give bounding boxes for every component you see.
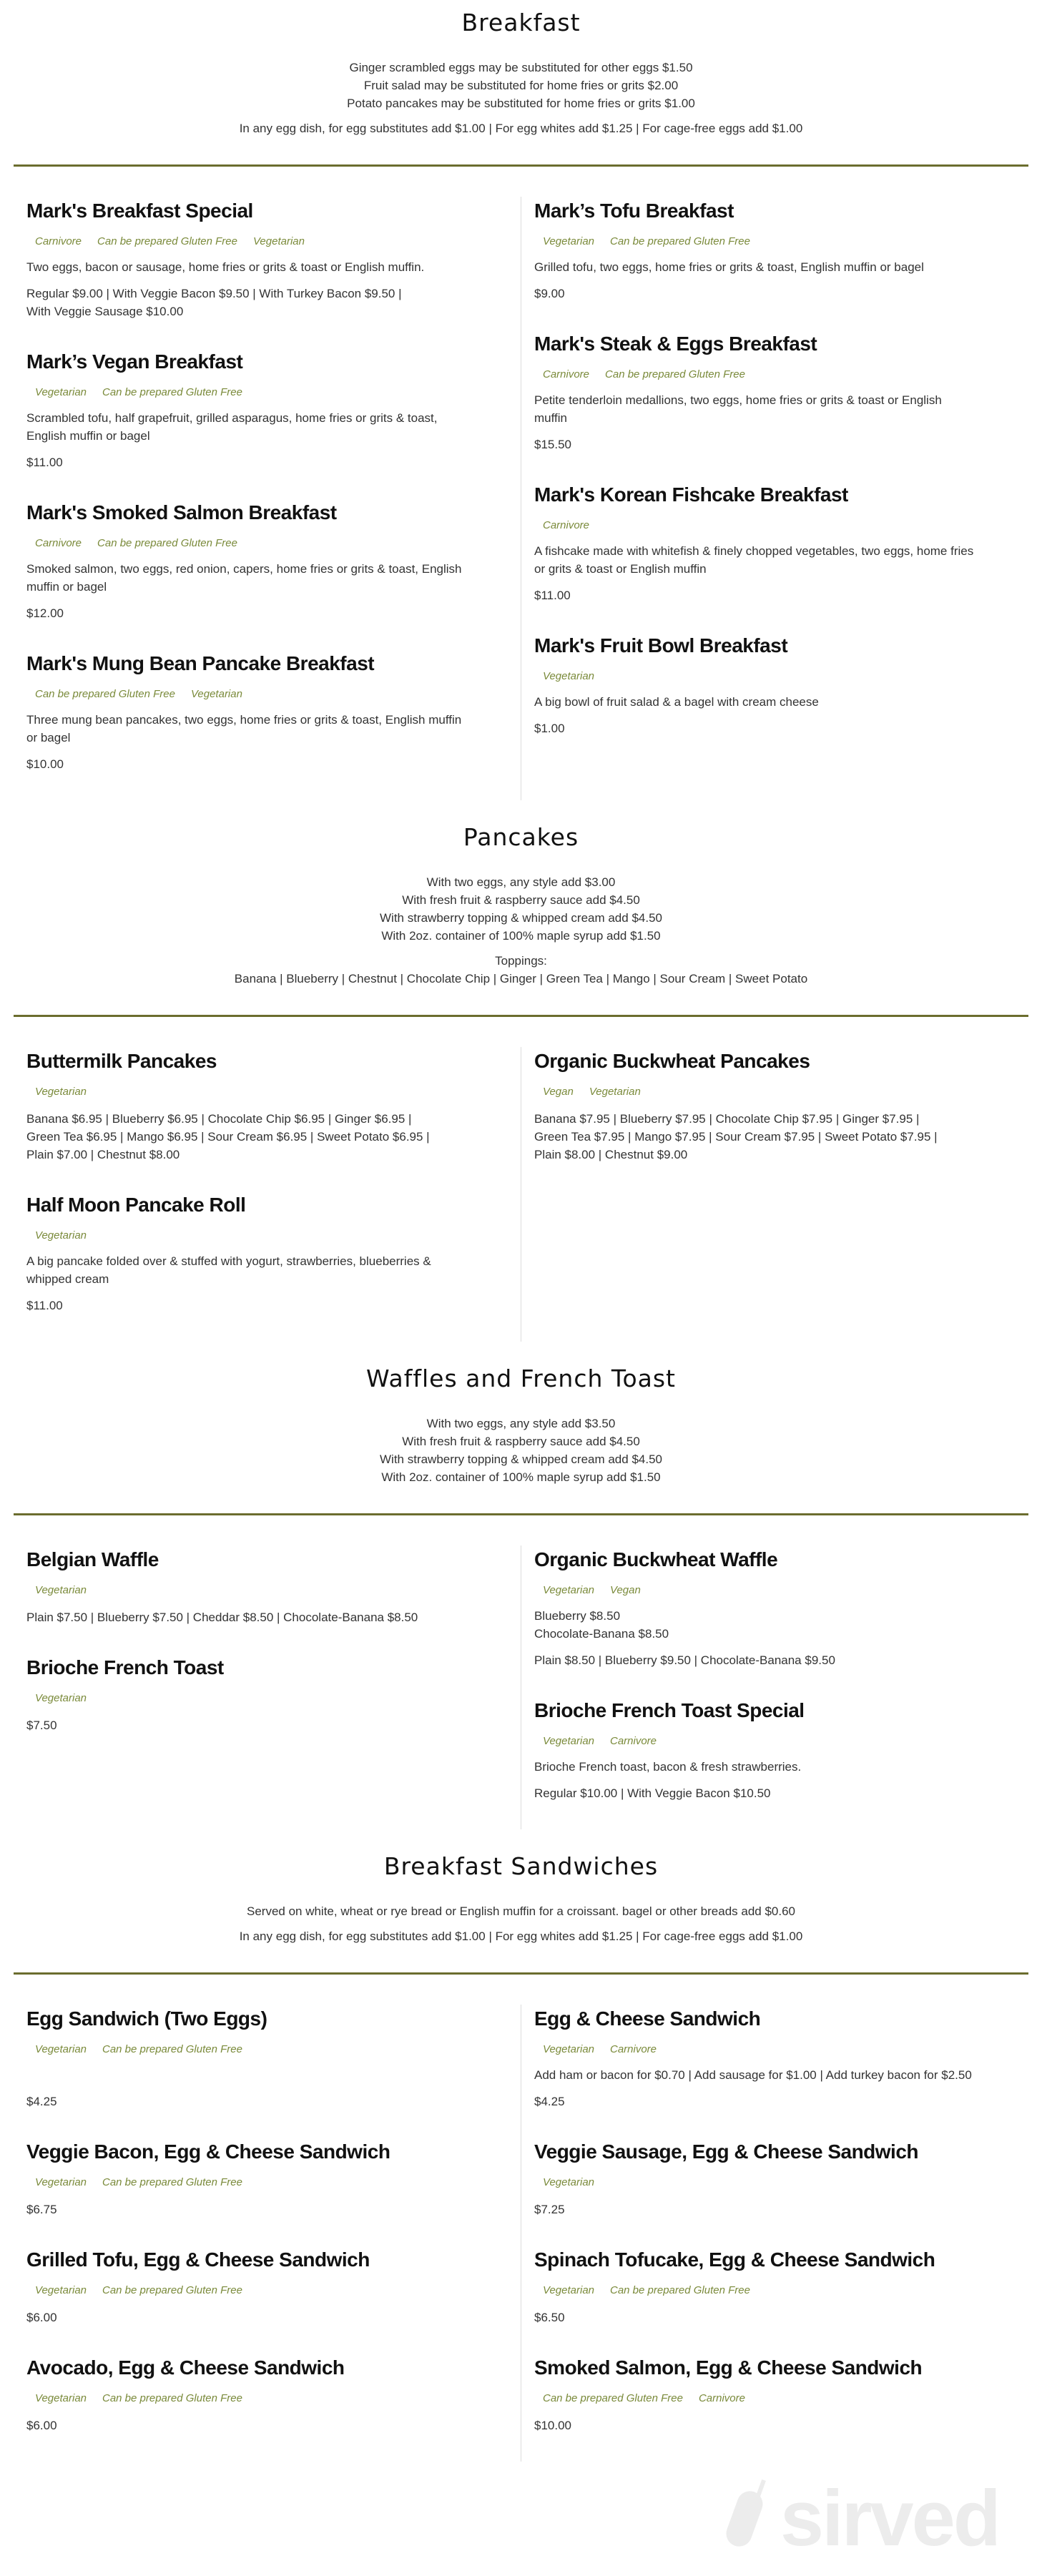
item-description xyxy=(534,1758,1016,1776)
menu-columns xyxy=(14,1515,1028,1844)
note-spacer xyxy=(0,945,1042,952)
item-title: Grilled Tofu, Egg & Cheese Sandwich xyxy=(26,2248,370,2271)
item-price xyxy=(26,755,508,773)
price-line: Banana $6.95 | Blueberry $6.95 | Chocolate Chip $6.95 | Ginger $6.95 | xyxy=(26,1112,412,1126)
menu-item xyxy=(534,481,1016,604)
price-line: Plain $7.00 | Chestnut $8.00 xyxy=(26,1148,180,1161)
dietary-tag: Can be prepared Gluten Free xyxy=(102,2392,242,2404)
dietary-tag: Can be prepared Gluten Free xyxy=(97,537,237,549)
item-title: Mark's Steak & Eggs Breakfast xyxy=(534,333,817,355)
dietary-tag: Carnivore xyxy=(698,2392,745,2404)
dietary-tags xyxy=(26,2040,508,2059)
item-title: Avocado, Egg & Cheese Sandwich xyxy=(26,2356,345,2379)
menu-item xyxy=(534,197,1016,303)
price-line: With Veggie Sausage $10.00 xyxy=(26,305,184,318)
menu-item xyxy=(534,631,1016,737)
item-title: Brioche French Toast Special xyxy=(534,1699,805,1721)
menu-item xyxy=(534,1047,1016,1164)
menu-column-left xyxy=(14,1545,521,1829)
price-line: $11.00 xyxy=(534,589,571,602)
section-title: Breakfast xyxy=(461,9,581,36)
item-price xyxy=(26,453,508,471)
menu-column-left xyxy=(14,2005,521,2462)
dietary-tag: Vegetarian xyxy=(35,2043,87,2055)
price-line: $4.25 xyxy=(534,2095,565,2108)
price-line: $7.50 xyxy=(26,1719,57,1732)
item-title: Mark's Korean Fishcake Breakfast xyxy=(534,483,848,506)
dietary-tag: Vegetarian xyxy=(252,235,305,247)
dietary-tag: Vegetarian xyxy=(35,1584,87,1596)
item-description xyxy=(26,1252,508,1288)
dietary-tags xyxy=(26,1689,508,1708)
dietary-tag: Vegetarian xyxy=(35,1229,87,1242)
dietary-tag: Can be prepared Gluten Free xyxy=(610,2284,750,2296)
menu-item xyxy=(534,2138,1016,2218)
item-title: Egg & Cheese Sandwich xyxy=(534,2007,761,2030)
section-note: With 2oz. container of 100% maple syrup add $1.50 xyxy=(381,1470,661,1484)
dietary-tag: Vegetarian xyxy=(35,1086,87,1098)
item-title: Brioche French Toast xyxy=(26,1656,224,1678)
menu-column-right xyxy=(521,1545,1028,1829)
item-title: Mark's Smoked Salmon Breakfast xyxy=(26,501,337,523)
item-price xyxy=(534,719,1016,737)
description-line: A big pancake folded over & stuffed with yogurt, strawberries, blueberries & xyxy=(26,1254,431,1268)
section-note: In any egg dish, for egg substitutes add $1.00 | For egg whites add $1.25 | For cage-free eggs add $1.00 xyxy=(239,1929,803,1943)
dietary-tag: Carnivore xyxy=(543,519,590,531)
menu-item xyxy=(534,1545,1016,1669)
menu-item xyxy=(26,1191,508,1314)
price-line: Plain $8.50 | Blueberry $9.50 | Chocolate-Banana $9.50 xyxy=(534,1653,835,1667)
price-line: $6.50 xyxy=(534,2311,565,2324)
description-line: A big bowl of fruit salad & a bagel with cream cheese xyxy=(534,695,819,709)
item-title: Belgian Waffle xyxy=(26,1548,159,1570)
dietary-tag: Vegetarian xyxy=(35,2392,87,2404)
description-line: muffin xyxy=(534,411,567,425)
menu-column-left xyxy=(14,1047,521,1342)
menu-item xyxy=(26,498,508,622)
item-title: Spinach Tofucake, Egg & Cheese Sandwich xyxy=(534,2248,935,2271)
item-price xyxy=(26,2417,508,2434)
price-line: Regular $10.00 | With Veggie Bacon $10.50 xyxy=(534,1786,771,1800)
dietary-tag: Vegetarian xyxy=(543,235,594,247)
dietary-tag: Carnivore xyxy=(610,1735,657,1747)
note-spacer xyxy=(0,112,1042,119)
description-line: whipped cream xyxy=(26,1272,109,1286)
item-title: Organic Buckwheat Waffle xyxy=(534,1548,778,1570)
item-description xyxy=(534,258,1016,276)
description-line: or grits & toast or English muffin xyxy=(534,562,707,576)
section-note: Banana | Blueberry | Chestnut | Chocolate Chip | Ginger | Green Tea | Mango | Sour Cream | Sweet Potato xyxy=(234,972,808,985)
item-price xyxy=(534,1651,1016,1669)
menu-item xyxy=(26,197,508,320)
section-note: With 2oz. container of 100% maple syrup add $1.50 xyxy=(381,929,661,943)
item-price xyxy=(26,604,508,622)
description-line: Three mung bean pancakes, two eggs, home fries or grits & toast, English muffin xyxy=(26,713,462,727)
menu-item xyxy=(26,348,508,471)
item-price xyxy=(26,2309,508,2326)
price-line: Plain $7.50 | Blueberry $7.50 | Cheddar $8.50 | Chocolate-Banana $8.50 xyxy=(26,1611,418,1624)
price-line: $1.00 xyxy=(534,722,565,735)
menu-item xyxy=(534,1696,1016,1802)
section-note: Ginger scrambled eggs may be substituted for other eggs $1.50 xyxy=(349,61,693,74)
item-title: Mark's Mung Bean Pancake Breakfast xyxy=(26,652,375,674)
item-price xyxy=(534,436,1016,453)
price-line: $6.75 xyxy=(26,2203,57,2216)
item-description xyxy=(26,2066,508,2084)
dietary-tags xyxy=(534,1581,1016,1600)
menu-section xyxy=(0,815,1042,1356)
item-price xyxy=(534,586,1016,604)
description-line: Chocolate-Banana $8.50 xyxy=(534,1627,669,1641)
dietary-tags xyxy=(26,2389,508,2408)
section-title: Pancakes xyxy=(463,823,579,851)
dietary-tag: Can be prepared Gluten Free xyxy=(35,688,175,700)
dietary-tag: Vegan xyxy=(543,1086,574,1098)
dietary-tag: Carnivore xyxy=(35,537,82,549)
menu-columns xyxy=(14,1975,1028,2476)
dietary-tags xyxy=(534,2040,1016,2059)
section-note: Fruit salad may be substituted for home fries or grits $2.00 xyxy=(363,79,679,92)
item-description xyxy=(26,409,508,445)
section-note: With strawberry topping & whipped cream add $4.50 xyxy=(380,911,662,925)
section-note: With fresh fruit & raspberry sauce add $4.50 xyxy=(402,893,640,907)
menu-section xyxy=(0,1844,1042,2476)
section-title: Breakfast Sandwiches xyxy=(383,1852,659,1880)
dietary-tag: Vegetarian xyxy=(543,1584,594,1596)
dietary-tag: Can be prepared Gluten Free xyxy=(97,235,237,247)
item-title: Mark’s Tofu Breakfast xyxy=(534,200,734,222)
item-price xyxy=(26,2201,508,2218)
section-title: Waffles and French Toast xyxy=(366,1365,676,1392)
price-line: $10.00 xyxy=(26,757,64,771)
price-line: Regular $9.00 | With Veggie Bacon $9.50 | With Turkey Bacon $9.50 | xyxy=(26,287,402,300)
dietary-tags xyxy=(534,365,1016,384)
item-description xyxy=(534,2066,1016,2084)
description-line: Grilled tofu, two eggs, home fries or grits & toast, English muffin or bagel xyxy=(534,260,924,274)
price-line: Banana $7.95 | Blueberry $7.95 | Chocolate Chip $7.95 | Ginger $7.95 | xyxy=(534,1112,920,1126)
menu-section xyxy=(0,0,1042,815)
dietary-tag: Vegetarian xyxy=(190,688,242,700)
menu-section xyxy=(0,1356,1042,1844)
fork-spoon-logo-icon xyxy=(723,2476,766,2562)
dietary-tag: Vegetarian xyxy=(543,2284,594,2296)
sirved-watermark: sirved xyxy=(780,2474,999,2562)
dietary-tags xyxy=(26,685,508,704)
item-price xyxy=(26,1110,508,1164)
dietary-tags xyxy=(26,1083,508,1101)
menu-item xyxy=(26,2246,508,2326)
dietary-tags xyxy=(26,534,508,553)
item-description xyxy=(26,560,508,596)
item-title: Buttermilk Pancakes xyxy=(26,1050,217,1072)
item-price xyxy=(26,285,508,320)
note-spacer xyxy=(0,1920,1042,1927)
dietary-tags xyxy=(534,1732,1016,1751)
price-line: Green Tea $7.95 | Mango $7.95 | Sour Cream $7.95 | Sweet Potato $7.95 | xyxy=(534,1130,938,1144)
item-price xyxy=(26,1716,508,1734)
dietary-tags xyxy=(26,383,508,402)
price-line: $7.25 xyxy=(534,2203,565,2216)
watermark-area xyxy=(0,2476,1042,2576)
menu-column-right xyxy=(521,1047,1028,1342)
price-line: $10.00 xyxy=(534,2419,571,2432)
description-line: Brioche French toast, bacon & fresh strawberries. xyxy=(534,1760,802,1774)
dietary-tag: Carnivore xyxy=(610,2043,657,2055)
dietary-tag: Can be prepared Gluten Free xyxy=(102,2284,242,2296)
section-header xyxy=(0,1356,1042,1486)
price-line: Plain $8.00 | Chestnut $9.00 xyxy=(534,1148,688,1161)
item-description xyxy=(534,391,1016,427)
menu-item xyxy=(534,2246,1016,2326)
dietary-tags xyxy=(534,2281,1016,2300)
description-line: Blueberry $8.50 xyxy=(534,1609,621,1623)
menu-columns xyxy=(14,167,1028,815)
dietary-tags xyxy=(534,667,1016,686)
price-line: $4.25 xyxy=(26,2095,57,2108)
price-line: $11.00 xyxy=(26,456,63,469)
dietary-tags xyxy=(534,232,1016,251)
description-line: Add ham or bacon for $0.70 | Add sausage for $1.00 | Add turkey bacon for $2.50 xyxy=(534,2068,972,2082)
price-line: $6.00 xyxy=(26,2419,57,2432)
dietary-tags xyxy=(26,1581,508,1600)
dietary-tag: Can be prepared Gluten Free xyxy=(543,2392,683,2404)
section-note: Served on white, wheat or rye bread or English muffin for a croissant. bagel or other breads add $0.60 xyxy=(246,1904,796,1918)
section-header xyxy=(0,0,1042,137)
dietary-tag: Carnivore xyxy=(35,235,82,247)
section-note: With two eggs, any style add $3.50 xyxy=(426,1417,616,1430)
item-title: Organic Buckwheat Pancakes xyxy=(534,1050,810,1072)
dietary-tag: Can be prepared Gluten Free xyxy=(610,235,750,247)
dietary-tag: Vegetarian xyxy=(543,2043,594,2055)
item-description xyxy=(26,258,508,276)
dietary-tag: Can be prepared Gluten Free xyxy=(102,2043,242,2055)
description-line: or bagel xyxy=(26,731,71,744)
item-price xyxy=(534,2093,1016,2110)
dietary-tag: Can be prepared Gluten Free xyxy=(102,2176,242,2188)
item-title: Mark's Fruit Bowl Breakfast xyxy=(534,634,788,657)
description-line: English muffin or bagel xyxy=(26,429,150,443)
menu-item xyxy=(534,2354,1016,2434)
section-header xyxy=(0,1844,1042,1945)
menu-item xyxy=(26,1047,508,1164)
item-title: Smoked Salmon, Egg & Cheese Sandwich xyxy=(534,2356,923,2379)
dietary-tag: Can be prepared Gluten Free xyxy=(605,368,745,380)
menu-item xyxy=(534,2005,1016,2110)
item-price xyxy=(534,285,1016,303)
item-price xyxy=(534,2309,1016,2326)
dietary-tags xyxy=(534,1083,1016,1101)
dietary-tags xyxy=(26,1226,508,1245)
price-line: Green Tea $6.95 | Mango $6.95 | Sour Cream $6.95 | Sweet Potato $6.95 | xyxy=(26,1130,430,1144)
item-price xyxy=(534,2417,1016,2434)
dietary-tag: Can be prepared Gluten Free xyxy=(102,386,242,398)
menu-item xyxy=(26,2138,508,2218)
item-price xyxy=(534,1784,1016,1802)
dietary-tag: Vegetarian xyxy=(543,670,594,682)
item-description xyxy=(26,711,508,747)
description-line: muffin or bagel xyxy=(26,580,107,594)
item-price xyxy=(26,2093,508,2110)
dietary-tag: Vegetarian xyxy=(35,2176,87,2188)
price-line: $11.00 xyxy=(26,1299,63,1312)
dietary-tags xyxy=(26,232,508,251)
section-note: With strawberry topping & whipped cream add $4.50 xyxy=(380,1452,662,1466)
item-title: Mark's Breakfast Special xyxy=(26,200,253,222)
dietary-tag: Vegetarian xyxy=(35,1692,87,1704)
menu-item xyxy=(534,330,1016,453)
section-note: In any egg dish, for egg substitutes add $1.00 | For egg whites add $1.25 | For cage-free eggs add $1.00 xyxy=(239,122,803,135)
menu-item xyxy=(26,1545,508,1626)
item-title: Egg Sandwich (Two Eggs) xyxy=(26,2007,267,2030)
dietary-tags xyxy=(26,2173,508,2192)
item-title: Mark’s Vegan Breakfast xyxy=(26,350,243,373)
menu-column-left xyxy=(14,197,521,800)
dietary-tag: Vegetarian xyxy=(543,2176,594,2188)
dietary-tags xyxy=(534,2173,1016,2192)
item-price xyxy=(26,1608,508,1626)
section-header xyxy=(0,815,1042,988)
item-description xyxy=(534,542,1016,578)
section-note: Potato pancakes may be substituted for home fries or grits $1.00 xyxy=(347,97,695,110)
item-title: Half Moon Pancake Roll xyxy=(26,1194,246,1216)
section-note: Toppings: xyxy=(495,954,547,968)
menu-column-right xyxy=(521,2005,1028,2462)
item-title: Veggie Bacon, Egg & Cheese Sandwich xyxy=(26,2140,390,2163)
item-description xyxy=(534,693,1016,711)
item-title: Veggie Sausage, Egg & Cheese Sandwich xyxy=(534,2140,919,2163)
menu-item xyxy=(26,2005,508,2110)
description-line: Smoked salmon, two eggs, red onion, capers, home fries or grits & toast, English xyxy=(26,562,462,576)
item-price xyxy=(534,2201,1016,2218)
section-note: With fresh fruit & raspberry sauce add $4.50 xyxy=(402,1435,640,1448)
dietary-tag: Vegetarian xyxy=(589,1086,641,1098)
description-blank xyxy=(26,2066,508,2084)
description-line: Petite tenderloin medallions, two eggs, home fries or grits & toast or English xyxy=(534,393,942,407)
dietary-tags xyxy=(26,2281,508,2300)
item-price xyxy=(26,1297,508,1314)
menu-column-right xyxy=(521,197,1028,800)
menu-columns xyxy=(14,1017,1028,1356)
dietary-tag: Vegetarian xyxy=(543,1735,594,1747)
dietary-tag: Carnivore xyxy=(543,368,590,380)
dietary-tag: Vegetarian xyxy=(35,386,87,398)
price-line: $12.00 xyxy=(26,606,64,620)
description-line: Scrambled tofu, half grapefruit, grilled asparagus, home fries or grits & toast, xyxy=(26,411,438,425)
dietary-tags xyxy=(534,516,1016,535)
price-line: $6.00 xyxy=(26,2311,57,2324)
menu-item xyxy=(26,2354,508,2434)
description-line: A fishcake made with whitefish & finely chopped vegetables, two eggs, home fries xyxy=(534,544,974,558)
menu-item xyxy=(26,1653,508,1734)
price-line: $15.50 xyxy=(534,438,571,451)
menu-item xyxy=(26,649,508,773)
dietary-tag: Vegetarian xyxy=(35,2284,87,2296)
item-description xyxy=(534,1607,1016,1643)
dietary-tags xyxy=(534,2389,1016,2408)
section-note: With two eggs, any style add $3.00 xyxy=(426,875,616,889)
price-line: $9.00 xyxy=(534,287,565,300)
dietary-tag: Vegan xyxy=(610,1584,641,1596)
item-price xyxy=(534,1110,1016,1164)
description-line: Two eggs, bacon or sausage, home fries or grits & toast or English muffin. xyxy=(26,260,425,274)
